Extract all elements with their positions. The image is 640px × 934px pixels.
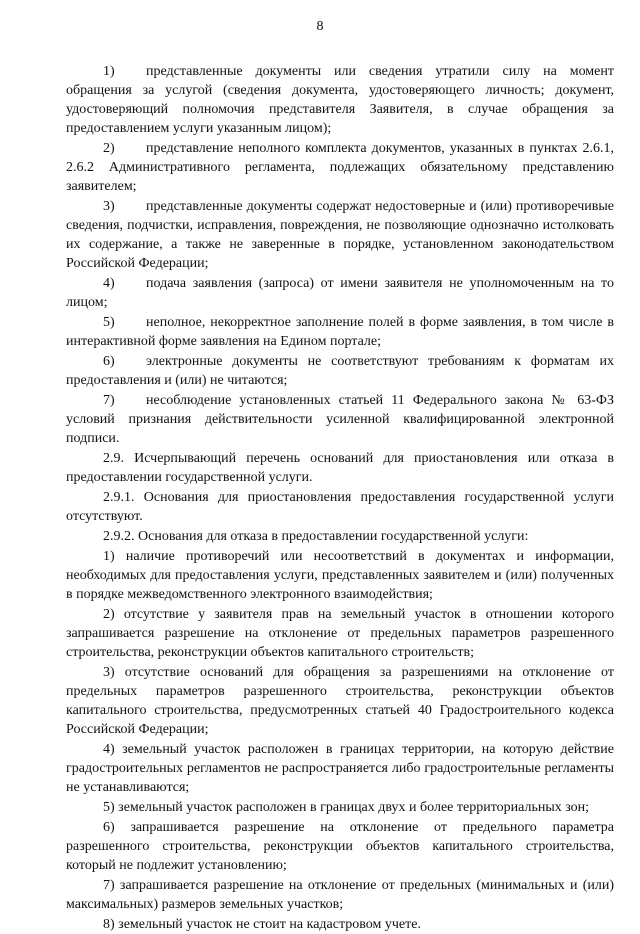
list-item: [66, 391, 614, 448]
refusal-ground: 7) запрашивается разрешение на отклонение от предельных (минимальных и (или) максимальных) размеров земельных участков;: [66, 878, 614, 912]
section-heading-2-9: 2.9. Исчерпывающий перечень оснований для приостановления или отказа в предоставлении государственной услуги.: [66, 451, 614, 485]
refusal-ground: 8) земельный участок не стоит на кадастровом учете.: [103, 917, 421, 932]
refusal-ground: 5) земельный участок расположен в границах двух и более территориальных зон;: [103, 800, 590, 815]
list-item: [66, 62, 614, 138]
refusal-ground: 2) отсутствие у заявителя прав на земельный участок в отношении которого запрашивается разрешение на отклонение от предельных параметров разрешенного строительства, реконструкции объектов капитального строительств;: [66, 607, 614, 660]
list-item-text: электронные документы не соответствуют требованиям к форматам их предоставления и (или) не читаются;: [66, 354, 614, 388]
page-number: 8: [316, 19, 324, 34]
list-item-number: 6): [103, 354, 115, 369]
list-item-number: 3): [103, 199, 115, 214]
list-item-text: подача заявления (запроса) от имени заявителя не уполномоченным на то лицом;: [66, 276, 614, 310]
list-item-text: несоблюдение установленных статьей 11 Федерального закона № 63-ФЗ условий признания действительности усиленной квалифицированной электронной подписи.: [66, 393, 614, 446]
list-item-number: 5): [103, 315, 115, 330]
list-item-number: 1): [103, 64, 115, 79]
refusal-ground: 3) отсутствие оснований для обращения за разрешениями на отклонение от предельных параметров разрешенного строительства, реконструкции объектов капитального строительства, предусмотренных статьей 40 Градостроительного кодекса Российской Федерации;: [66, 665, 614, 737]
document-body: [66, 62, 614, 934]
list-item-text: неполное, некорректное заполнение полей в форме заявления, в том числе в интерактивной форме заявления на Едином портале;: [66, 315, 614, 349]
section-2-9-2: 2.9.2. Основания для отказа в предоставлении государственной услуги:: [103, 529, 529, 544]
list-item-text: представленные документы или сведения утратили силу на момент обращения за услугой (сведения документа, удостоверяющего личность; документ, удостоверяющий полномочия представителя Заявителя, в случае обращения за предоставлением услуги указанным лицом);: [66, 64, 614, 136]
list-item: [66, 274, 614, 312]
refusal-ground: 1) наличие противоречий или несоответствий в документах и информации, необходимых для предоставления услуги, представленных заявителем и (или) полученных в порядке межведомственного электронного взаимодействия;: [66, 549, 614, 602]
list-item: [66, 197, 614, 273]
list-item: [66, 313, 614, 351]
list-item-text: представленные документы содержат недостоверные и (или) противоречивые сведения, подчистки, исправления, повреждения, не позволяющие однозначно истолковать их содержание, а также не заверенные в порядке, установленном законодательством Российской Федерации;: [66, 199, 614, 271]
section-2-9-1: 2.9.1. Основания для приостановления предоставления государственной услуги отсутствуют.: [66, 490, 614, 524]
refusal-ground: 6) запрашивается разрешение на отклонение от предельного параметра разрешенного строительства, реконструкции объектов капитального строительства, который не подлежит установлению;: [66, 820, 614, 873]
list-item-number: 7): [103, 393, 115, 408]
refusal-ground: 4) земельный участок расположен в границах территории, на которую действие градостроительных регламентов не распространяется либо градостроительные регламенты не устанавливаются;: [66, 742, 614, 795]
list-item-number: 4): [103, 276, 115, 291]
list-item-number: 2): [103, 141, 115, 156]
list-item: [66, 352, 614, 390]
list-item-text: представление неполного комплекта документов, указанных в пунктах 2.6.1, 2.6.2 Административного регламента, подлежащих обязательному представлению заявителем;: [66, 141, 614, 194]
list-item: [66, 139, 614, 196]
